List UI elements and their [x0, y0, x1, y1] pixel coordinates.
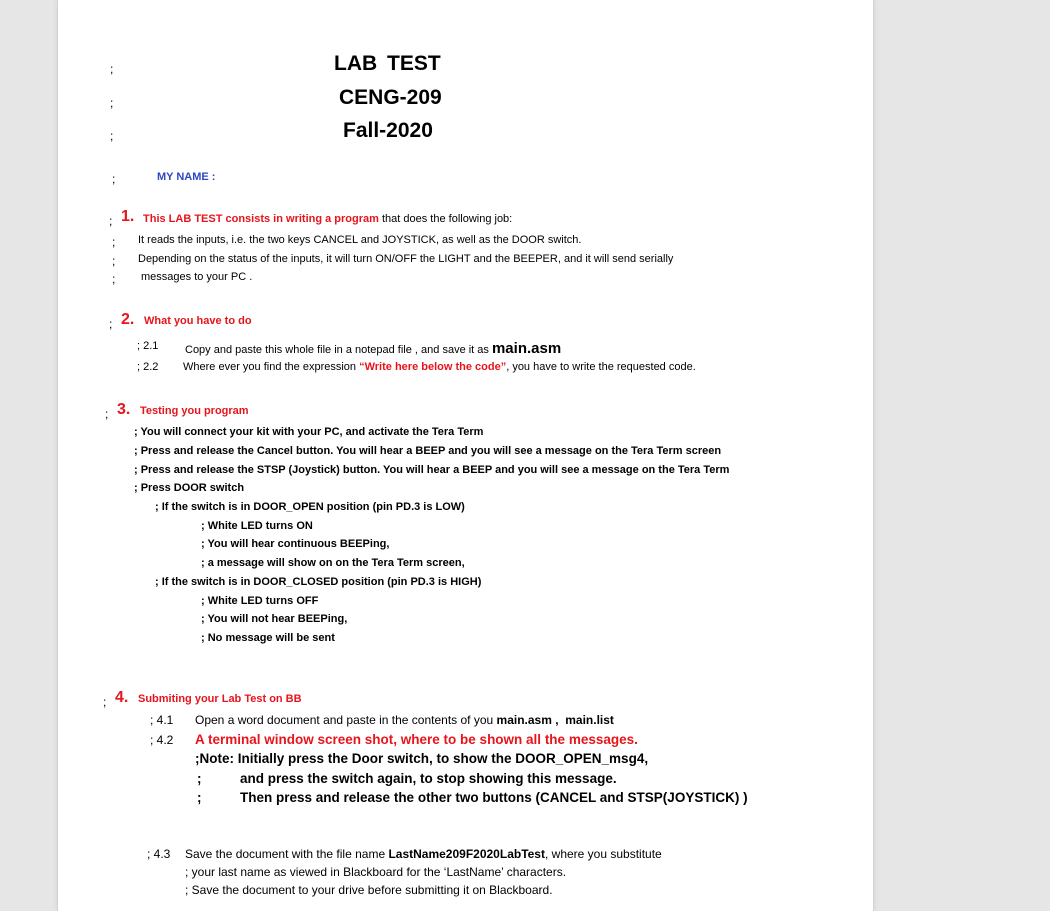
s1-line2: Depending on the status of the inputs, it will turn ON/OFF the LIGHT and the BEEPER, and it will send serially: [138, 253, 674, 265]
s4-3-line2: ; your last name as viewed in Blackboard for the ‘LastName’ characters.: [185, 865, 567, 879]
s3-open-line1: ; White LED turns ON: [201, 520, 313, 532]
s1-line1-semicolon: ;: [112, 235, 116, 249]
s1-line3: messages to your PC .: [141, 271, 253, 283]
s4-heading: Submiting your Lab Test on BB: [138, 693, 302, 705]
s2-filename: main.asm: [491, 340, 562, 357]
s3-line2: ; Press and release the Cancel button. You will hear a BEEP and you will see a message on the Tera Term screen: [134, 445, 722, 457]
s3-line4: ; Press DOOR switch: [134, 482, 245, 494]
title-term: Fall-2020: [343, 119, 433, 142]
s2-line2-text: Where ever you find the expression: [183, 361, 360, 373]
s2-line2: [183, 361, 696, 373]
title-lab-test: LAB TEST: [334, 52, 441, 75]
s2-number: 2.: [121, 311, 135, 328]
s4-3-filename: LastName209F2020LabTest: [388, 847, 545, 861]
s1-line3-semicolon: ;: [112, 272, 116, 286]
s2-line2-prefix: ; 2.2: [137, 361, 159, 373]
header-semicolon-3: ;: [110, 129, 114, 143]
s4-3-line: [185, 847, 662, 861]
s4-note-line2-semicolon: ;: [197, 771, 202, 786]
s3-number: 3.: [117, 401, 131, 418]
s4-1-file-asm: main.asm ,: [496, 713, 559, 727]
s2-semicolon: ;: [109, 317, 113, 331]
s4-2-prefix: ; 4.2: [150, 733, 174, 747]
s3-open-line3: ; a message will show on on the Tera Term screen,: [201, 557, 465, 569]
s3-closed-line1: ; White LED turns OFF: [201, 595, 319, 607]
s1-semicolon: ;: [109, 214, 113, 228]
s4-3-prefix: ; 4.3: [147, 847, 171, 861]
s1-line1: It reads the inputs, i.e. the two keys CANCEL and JOYSTICK, as well as the DOOR switch.: [138, 234, 582, 246]
title-course: CENG-209: [339, 86, 442, 109]
s3-open-heading: ; If the switch is in DOOR_OPEN position (pin PD.3 is LOW): [155, 501, 465, 513]
s1-line2-semicolon: ;: [112, 254, 116, 268]
s4-3-line3: ; Save the document to your drive before submitting it on Blackboard.: [185, 883, 553, 897]
my-name-semicolon: ;: [112, 172, 116, 186]
s4-1-prefix: ; 4.1: [150, 713, 174, 727]
s2-heading: What you have to do: [144, 315, 252, 327]
s2-line1: [185, 340, 561, 357]
s1-heading-red: This LAB TEST consists in writing a program: [143, 213, 379, 225]
s3-line3: ; Press and release the STSP (Joystick) button. You will hear a BEEP and you will see a message on the Tera Term: [134, 464, 730, 476]
s4-number: 4.: [115, 689, 129, 706]
s4-2-screenshot: A terminal window screen shot, where to be shown all the messages.: [195, 732, 638, 747]
my-name-label: MY NAME :: [157, 171, 216, 183]
s2-line1-prefix: ; 2.1: [137, 340, 159, 352]
header-semicolon-1: ;: [110, 62, 114, 76]
s4-note-line1: ;Note: Initially press the Door switch, to show the DOOR_OPEN_msg4,: [195, 751, 649, 766]
s4-3-text: Save the document with the file name: [185, 847, 389, 861]
s1-heading: [143, 213, 512, 225]
s3-heading: Testing you program: [140, 405, 249, 417]
s4-1-text: Open a word document and paste in the contents of you: [195, 713, 497, 727]
s4-3-end: , where you substitute: [544, 847, 662, 861]
s1-heading-tail: that does the following job:: [378, 213, 513, 225]
s3-line1: ; You will connect your kit with your PC, and activate the Tera Term: [134, 426, 484, 438]
document-page: [58, 0, 873, 911]
s2-line1-text: Copy and paste this whole file in a notepad file , and save it as: [185, 344, 492, 356]
header-semicolon-2: ;: [110, 96, 114, 110]
s4-1-line: [195, 713, 614, 727]
s3-closed-heading: ; If the switch is in DOOR_CLOSED position (pin PD.3 is HIGH): [155, 576, 482, 588]
s3-semicolon: ;: [105, 407, 109, 421]
s4-1-file-list: main.list: [565, 713, 614, 727]
s1-number: 1.: [121, 208, 135, 225]
s3-closed-line2: ; You will not hear BEEPing,: [201, 613, 348, 625]
s2-line2-end: , you have to write the requested code.: [506, 361, 696, 373]
s3-closed-line3: ; No message will be sent: [201, 632, 335, 644]
s4-note-line3: Then press and release the other two buttons (CANCEL and STSP(JOYSTICK) ): [240, 790, 748, 805]
s4-semicolon: ;: [103, 695, 107, 709]
s4-note-line3-semicolon: ;: [197, 790, 202, 805]
s2-line2-expression: “Write here below the code”: [359, 361, 507, 373]
s3-open-line2: ; You will hear continuous BEEPing,: [201, 538, 390, 550]
s4-note-line2: and press the switch again, to stop showing this message.: [240, 771, 617, 786]
